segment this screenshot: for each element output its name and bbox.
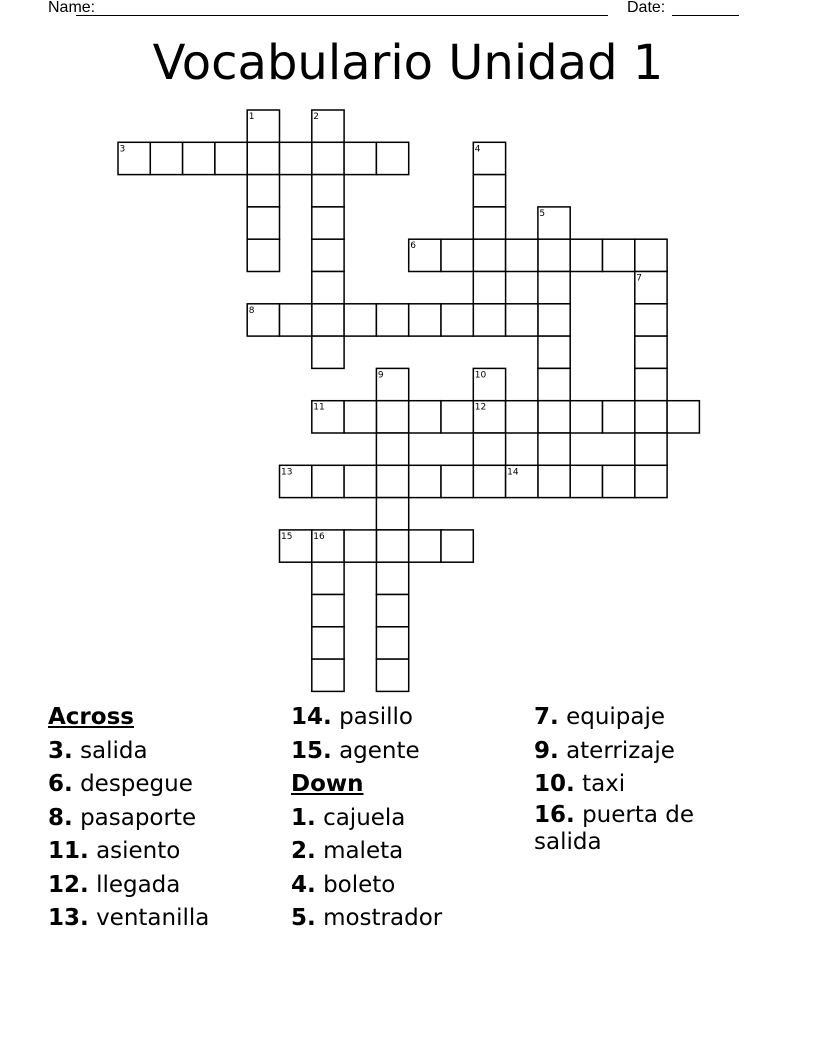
clue-text: llegada xyxy=(96,871,181,898)
crossword-cell[interactable] xyxy=(118,142,150,174)
clue-down xyxy=(291,902,442,936)
crossword-cell[interactable] xyxy=(538,272,570,304)
down-heading: Down xyxy=(291,771,364,797)
clue-down xyxy=(534,768,734,802)
crossword-cell[interactable] xyxy=(409,239,441,271)
crossword-cell[interactable] xyxy=(150,142,182,174)
cell-number: 3 xyxy=(119,144,126,155)
crossword-cell[interactable] xyxy=(667,401,699,433)
crossword-cell[interactable] xyxy=(280,530,312,562)
crossword-cell[interactable] xyxy=(409,530,441,562)
crossword-cell[interactable] xyxy=(409,465,441,497)
crossword-cell[interactable] xyxy=(409,304,441,336)
crossword-cell[interactable] xyxy=(312,142,344,174)
clue-down xyxy=(291,869,442,903)
crossword-cell[interactable] xyxy=(570,401,602,433)
clue-number: 9. xyxy=(534,737,559,764)
crossword-cell[interactable] xyxy=(312,530,344,562)
crossword-cell[interactable] xyxy=(376,401,408,433)
crossword-cell[interactable] xyxy=(344,530,376,562)
cell-number: 16 xyxy=(313,531,325,542)
crossword-cell[interactable] xyxy=(247,142,279,174)
crossword-cell[interactable] xyxy=(538,304,570,336)
crossword-cell[interactable] xyxy=(603,465,635,497)
crossword-cell[interactable] xyxy=(312,175,344,207)
crossword-cell[interactable] xyxy=(441,530,473,562)
clue-number: 5. xyxy=(291,905,316,931)
clue-text: mostrador xyxy=(323,905,443,931)
crossword-cell[interactable] xyxy=(635,304,667,336)
clue-number: 10. xyxy=(534,771,575,797)
crossword-cell[interactable] xyxy=(312,627,344,659)
date-label: Date: xyxy=(627,0,666,16)
crossword-cell[interactable] xyxy=(376,368,408,400)
cell-number: 11 xyxy=(313,402,325,413)
clue-across xyxy=(48,835,209,869)
crossword-cell[interactable] xyxy=(473,433,505,465)
clue-number: 15. xyxy=(291,737,332,764)
crossword-cell[interactable] xyxy=(312,272,344,304)
clue-down xyxy=(534,701,734,735)
clue-text: equipaje xyxy=(566,704,666,730)
clue-text: puerta de salida xyxy=(534,801,695,855)
clue-across xyxy=(48,902,209,936)
clue-number: 8. xyxy=(48,804,73,831)
cell-number: 9 xyxy=(377,370,384,381)
clue-text: asiento xyxy=(96,838,181,864)
crossword-cell[interactable] xyxy=(635,368,667,400)
clue-across xyxy=(291,701,442,735)
clue-down xyxy=(534,802,734,856)
crossword-cell[interactable] xyxy=(376,627,408,659)
crossword-cell[interactable] xyxy=(344,401,376,433)
crossword-cell[interactable] xyxy=(312,239,344,271)
crossword-cell[interactable] xyxy=(473,368,505,400)
crossword-cell[interactable] xyxy=(344,142,376,174)
clue-text: maleta xyxy=(323,838,404,864)
cell-number: 8 xyxy=(248,305,255,316)
clue-text: agente xyxy=(339,737,420,764)
crossword-cell[interactable] xyxy=(247,239,279,271)
clue-number: 7. xyxy=(534,704,559,730)
clue-number: 11. xyxy=(48,838,89,864)
clue-number: 12. xyxy=(48,871,89,898)
crossword-cell[interactable] xyxy=(603,239,635,271)
crossword-cell[interactable] xyxy=(376,530,408,562)
crossword-cell[interactable] xyxy=(312,465,344,497)
crossword-cell[interactable] xyxy=(570,239,602,271)
crossword-cell[interactable] xyxy=(473,465,505,497)
clue-text: pasillo xyxy=(339,704,413,730)
clue-text: aterrizaje xyxy=(566,737,675,764)
clue-across xyxy=(291,735,442,769)
crossword-cell[interactable] xyxy=(312,401,344,433)
page-title: Vocabulario Unidad 1 xyxy=(152,35,664,91)
crossword-cell[interactable] xyxy=(538,239,570,271)
clue-column-2 xyxy=(291,701,442,936)
clue-number: 6. xyxy=(48,771,73,797)
crossword-cell[interactable] xyxy=(376,142,408,174)
cell-number: 10 xyxy=(474,370,487,381)
clue-number: 3. xyxy=(48,737,73,764)
crossword-cell[interactable] xyxy=(538,207,570,239)
clue-number: 2. xyxy=(291,838,316,864)
crossword-cell[interactable] xyxy=(506,401,538,433)
clue-across xyxy=(48,735,209,769)
crossword-cell[interactable] xyxy=(312,659,344,691)
crossword-cell[interactable] xyxy=(344,304,376,336)
clue-down xyxy=(291,835,442,869)
cell-number: 13 xyxy=(281,467,293,478)
crossword-cell[interactable] xyxy=(635,239,667,271)
crossword-cell[interactable] xyxy=(635,272,667,304)
crossword-cell[interactable] xyxy=(280,304,312,336)
cell-number: 2 xyxy=(313,112,320,122)
clue-text: taxi xyxy=(582,771,626,797)
crossword-cell[interactable] xyxy=(506,304,538,336)
crossword-cell[interactable] xyxy=(441,401,473,433)
crossword-cell[interactable] xyxy=(506,239,538,271)
crossword-cell[interactable] xyxy=(312,562,344,594)
name-field-line[interactable] xyxy=(76,15,608,16)
crossword-cell[interactable] xyxy=(247,304,279,336)
cell-number: 6 xyxy=(410,241,416,252)
clue-text: ventanilla xyxy=(96,905,210,931)
clue-number: 14. xyxy=(291,704,332,730)
cell-number: 1 xyxy=(248,112,255,122)
cell-number: 5 xyxy=(539,208,546,219)
crossword-cell[interactable] xyxy=(473,175,505,207)
crossword-cell[interactable] xyxy=(506,465,538,497)
cell-number: 15 xyxy=(281,531,293,542)
crossword-cell[interactable] xyxy=(247,110,279,142)
crossword-cell[interactable] xyxy=(376,595,408,627)
crossword-cell[interactable] xyxy=(312,304,344,336)
crossword-cell[interactable] xyxy=(344,465,376,497)
crossword-cell[interactable] xyxy=(441,465,473,497)
crossword-cell[interactable] xyxy=(538,465,570,497)
crossword-cell[interactable] xyxy=(215,142,247,174)
cell-number: 4 xyxy=(474,144,481,155)
cell-number: 7 xyxy=(636,273,643,284)
crossword-cell[interactable] xyxy=(473,401,505,433)
crossword-cell[interactable] xyxy=(538,336,570,368)
crossword-cell[interactable] xyxy=(538,401,570,433)
clue-text: despegue xyxy=(80,771,193,797)
clue-column-1 xyxy=(48,701,209,936)
crossword-cell[interactable] xyxy=(376,304,408,336)
crossword-cell[interactable] xyxy=(473,272,505,304)
crossword-cell[interactable] xyxy=(247,207,279,239)
clue-number: 13. xyxy=(48,905,89,931)
crossword-cell[interactable] xyxy=(376,498,408,530)
crossword-cell[interactable] xyxy=(376,562,408,594)
clue-column-3 xyxy=(534,701,734,856)
crossword-cell[interactable] xyxy=(312,110,344,142)
crossword-cell[interactable] xyxy=(603,401,635,433)
clue-text: cajuela xyxy=(323,804,406,831)
crossword-cell[interactable] xyxy=(376,659,408,691)
crossword-cell[interactable] xyxy=(473,207,505,239)
crossword-cell[interactable] xyxy=(183,142,215,174)
crossword-cell[interactable] xyxy=(635,401,667,433)
name-label: Name: xyxy=(48,0,96,16)
crossword-cell[interactable] xyxy=(473,239,505,271)
crossword-cell[interactable] xyxy=(312,336,344,368)
across-heading: Across xyxy=(48,704,134,730)
crossword-cell[interactable] xyxy=(280,465,312,497)
clue-down xyxy=(291,802,442,836)
crossword-cell[interactable] xyxy=(473,142,505,174)
cell-number: 14 xyxy=(507,467,519,478)
clue-number: 1. xyxy=(291,804,316,831)
crossword-cell[interactable] xyxy=(441,304,473,336)
crossword-cell[interactable] xyxy=(441,239,473,271)
clue-across xyxy=(48,768,209,802)
clue-text: boleto xyxy=(323,871,396,898)
clue-across xyxy=(48,869,209,903)
clue-text: pasaporte xyxy=(80,804,197,831)
clue-number: 16. xyxy=(534,801,575,828)
crossword-cell[interactable] xyxy=(538,433,570,465)
crossword-cell[interactable] xyxy=(635,433,667,465)
clue-down xyxy=(534,735,734,769)
crossword-cell[interactable] xyxy=(570,465,602,497)
crossword-cell[interactable] xyxy=(409,401,441,433)
date-field-line[interactable] xyxy=(672,15,739,16)
crossword-cell[interactable] xyxy=(635,336,667,368)
clue-text: salida xyxy=(80,737,148,764)
crossword-cell[interactable] xyxy=(635,465,667,497)
clue-across xyxy=(48,802,209,836)
crossword-cell[interactable] xyxy=(473,304,505,336)
crossword-cell[interactable] xyxy=(312,207,344,239)
crossword-cell[interactable] xyxy=(376,433,408,465)
crossword-cell[interactable] xyxy=(538,368,570,400)
clue-number: 4. xyxy=(291,871,316,898)
crossword-cell[interactable] xyxy=(280,142,312,174)
crossword-cell[interactable] xyxy=(376,465,408,497)
crossword-cell[interactable] xyxy=(312,595,344,627)
crossword-cell[interactable] xyxy=(247,175,279,207)
cell-number: 12 xyxy=(474,402,487,413)
